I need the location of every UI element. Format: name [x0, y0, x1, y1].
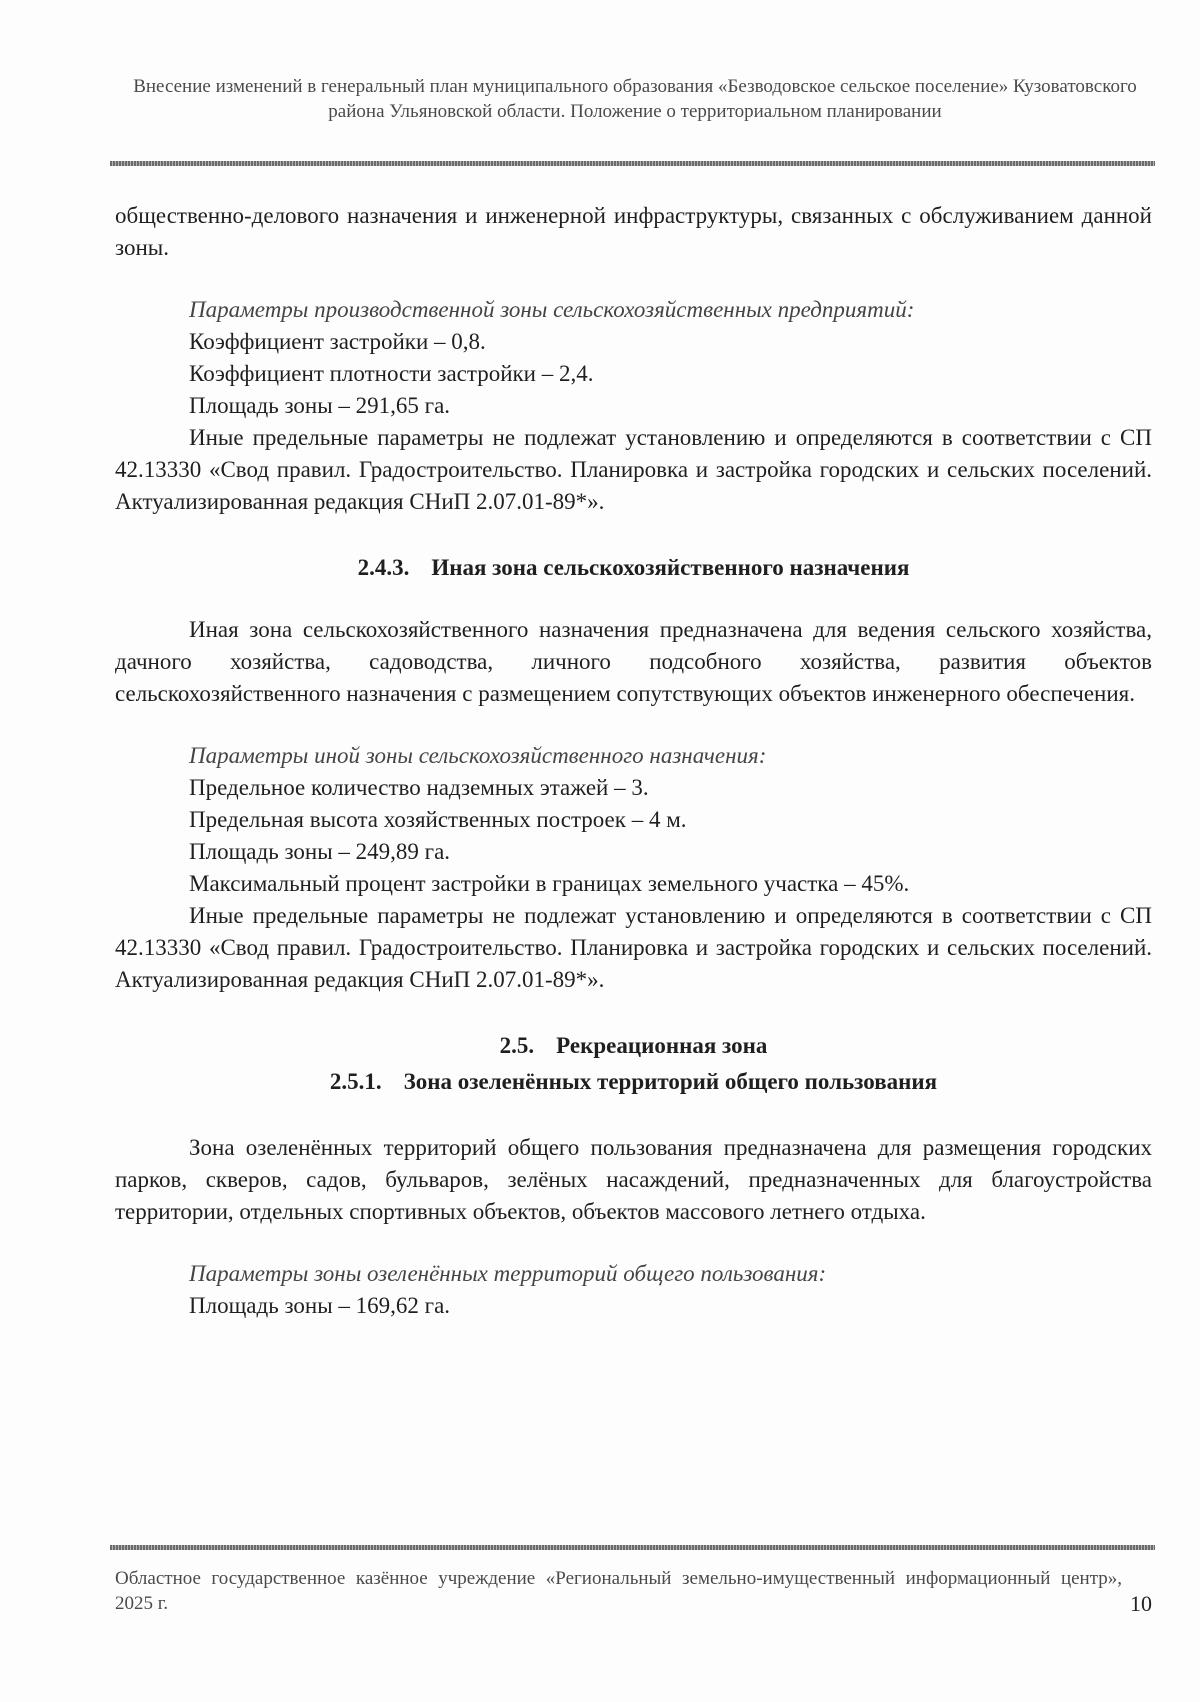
footer-organization: Областное государственное казённое учреждение «Региональный земельно-имущественный информационный центр», 2025 г. — [115, 1568, 1122, 1614]
other-agri-floors: Предельное количество надземных этажей – 3. — [189, 775, 649, 800]
other-agri-height: Предельная высота хозяйственных построек – 4 м. — [189, 807, 687, 832]
section-title: Иная зона сельскохозяйственного назначения — [431, 555, 910, 580]
section-2-5-1-text: Зона озеленённых территорий общего пользования предназначена для размещения городских парков, скверов, садов, бульваров, зелёных насаждений, предназначенных для благоустройства территории, отдельных спортивных объектов, объектов массового летнего отдыха. — [115, 1135, 1152, 1224]
prod-zone-other-params: Иные предельные параметры не подлежат установлению и определяются в соответствии с СП 42.13330 «Свод правил. Градостроительство. Планировка и застройка городских и сельских поселений. Актуализированная редакция СНиП 2.07.01-89*». — [115, 425, 1152, 514]
page-number: 10 — [1130, 1591, 1152, 1616]
section-number: 2.5.1. — [329, 1069, 382, 1094]
page-body — [115, 200, 1152, 1322]
section-title: Зона озеленённых территорий общего пользования — [403, 1069, 938, 1094]
section-heading-2-4-3 — [115, 552, 1152, 584]
section-2-4-3-text: Иная зона сельскохозяйственного назначения предназначена для ведения сельского хозяйства, дачного хозяйства, садоводства, личного подсобного хозяйства, развития объектов сельскохозяйственного назначения с размещением сопутствующих объектов инженерного обеспечения. — [115, 617, 1152, 706]
section-heading-2-5 — [115, 1030, 1152, 1062]
green-zone-params-title: Параметры зоны озеленённых территорий общего пользования: — [189, 1261, 827, 1286]
header-divider — [110, 161, 1155, 166]
other-agri-params-title: Параметры иной зоны сельскохозяйственного назначения: — [189, 743, 767, 768]
other-agri-max-percent: Максимальный процент застройки в границах земельного участка – 45%. — [189, 871, 910, 896]
running-header: Внесение изменений в генеральный план муниципального образования «Безводовское сельское поселение» Кузоватовского района Ульяновской области. Положение о территориальном планировании — [133, 76, 1137, 122]
green-zone-area: Площадь зоны – 169,62 га. — [189, 1293, 451, 1318]
other-agri-other-params: Иные предельные параметры не подлежат установлению и определяются в соответствии с СП 42.13330 «Свод правил. Градостроительство. Планировка и застройка городских и сельских поселений. Актуализированная редакция СНиП 2.07.01-89*». — [115, 903, 1152, 992]
page-footer — [115, 1566, 1152, 1616]
prod-zone-params-title: Параметры производственной зоны сельскохозяйственных предприятий: — [189, 297, 915, 322]
section-heading-2-5-1 — [115, 1066, 1152, 1098]
prod-zone-area: Площадь зоны – 291,65 га. — [189, 393, 451, 418]
section-number: 2.4.3. — [357, 555, 410, 580]
section-number: 2.5. — [499, 1033, 535, 1058]
prod-zone-coefficient: Коэффициент застройки – 0,8. — [189, 329, 486, 354]
footer-divider — [110, 1545, 1155, 1550]
section-title: Рекреационная зона — [556, 1033, 768, 1058]
prod-zone-density: Коэффициент плотности застройки – 2,4. — [189, 361, 594, 386]
other-agri-area: Площадь зоны – 249,89 га. — [189, 839, 451, 864]
continuation-paragraph: общественно-делового назначения и инженерной инфраструктуры, связанных с обслуживанием данной зоны. — [115, 203, 1152, 260]
